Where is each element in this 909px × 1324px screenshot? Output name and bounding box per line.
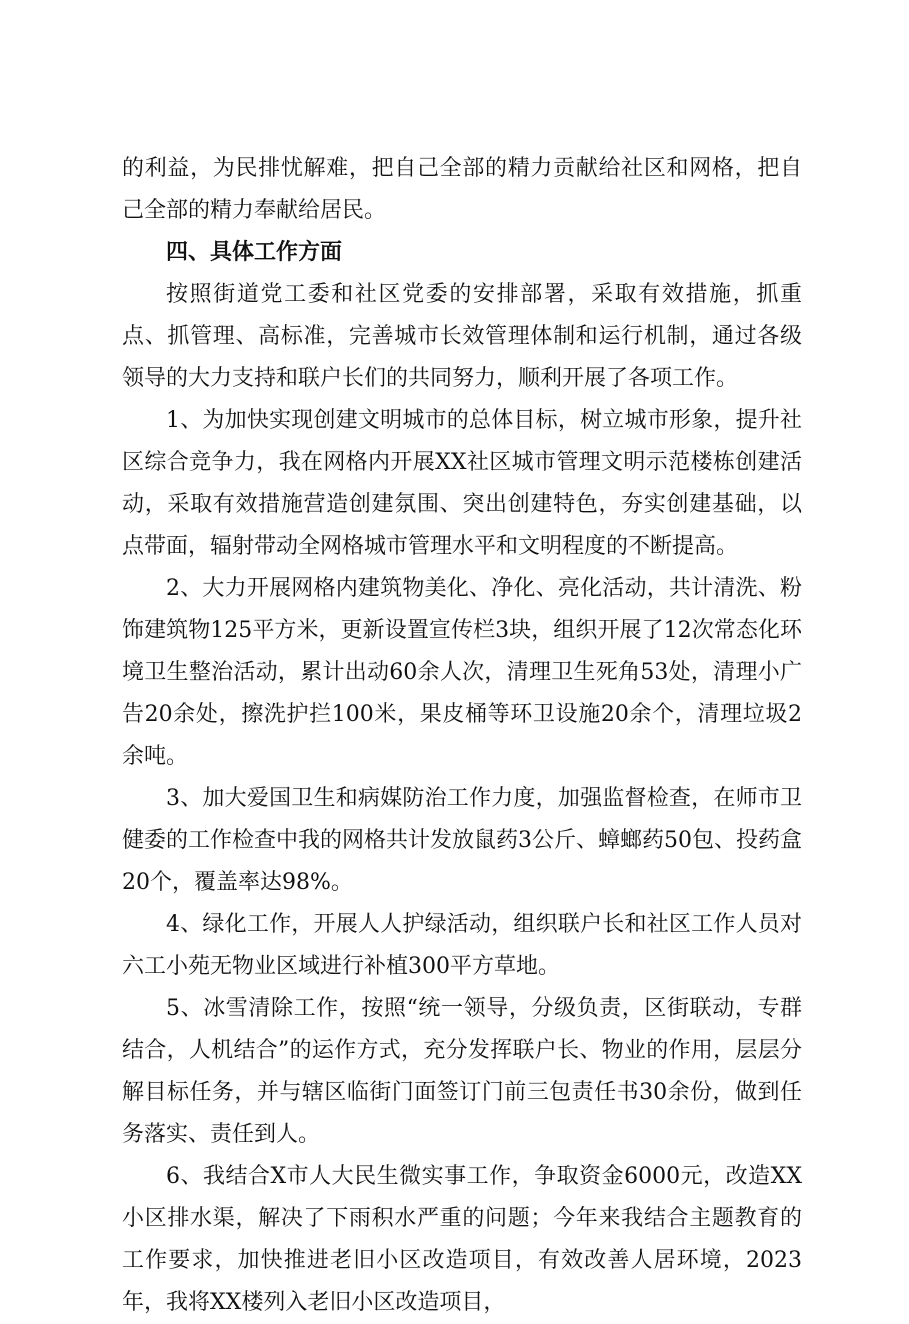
document-body xyxy=(122,148,802,1324)
section-heading: 四、具体工作方面 xyxy=(166,240,343,265)
paragraph-continuation: 的利益，为民排忧解难，把自己全部的精力贡献给社区和网格，把自己全部的精力奉献给居民。 xyxy=(122,156,802,223)
paragraph-intro: 按照街道党工委和社区党委的安排部署，采取有效措施，抓重点、抓管理、高标准，完善城市长效管理体制和运行机制，通过各级领导的大力支持和联户长们的共同努力，顺利开展了各项工作。 xyxy=(122,282,802,391)
paragraph-item-2: 2、大力开展网格内建筑物美化、净化、亮化活动，共计清洗、粉饰建筑物125平方米，更新设置宣传栏3块，组织开展了12次常态化环境卫生整治活动，累计出动60余人次，清理卫生死角53处，清理小广告20余处，擦洗护拦100米，果皮桶等环卫设施20余个，清理垃圾2余吨。 xyxy=(122,576,802,769)
paragraph-item-4: 4、绿化工作，开展人人护绿活动，组织联户长和社区工作人员对六工小苑无物业区域进行补植300平方草地。 xyxy=(122,912,802,979)
paragraph-item-5: 5、冰雪清除工作，按照“统一领导，分级负责，区街联动，专群结合，人机结合”的运作方式，充分发挥联户长、物业的作用，层层分解目标任务，并与辖区临街门面签订门前三包责任书30余份，做到任务落实、责任到人。 xyxy=(122,996,802,1147)
paragraph-item-6: 6、我结合X市人大民生微实事工作，争取资金6000元，改造XX小区排水渠，解决了下雨积水严重的问题；今年来我结合主题教育的工作要求，加快推进老旧小区改造项目，有效改善人居环境，2023年，我将XX楼列入老旧小区改造项目， xyxy=(122,1164,802,1315)
paragraph-item-1: 1、为加快实现创建文明城市的总体目标，树立城市形象，提升社区综合竞争力，我在网格内开展XX社区城市管理文明示范楼栋创建活动，采取有效措施营造创建氛围、突出创建特色，夯实创建基础，以点带面，辐射带动全网格城市管理水平和文明程度的不断提高。 xyxy=(122,408,802,559)
paragraph-item-3: 3、加大爱国卫生和病媒防治工作力度，加强监督检查，在师市卫健委的工作检查中我的网格共计发放鼠药3公斤、蟑螂药50包、投药盒20个，覆盖率达98%。 xyxy=(122,786,802,895)
